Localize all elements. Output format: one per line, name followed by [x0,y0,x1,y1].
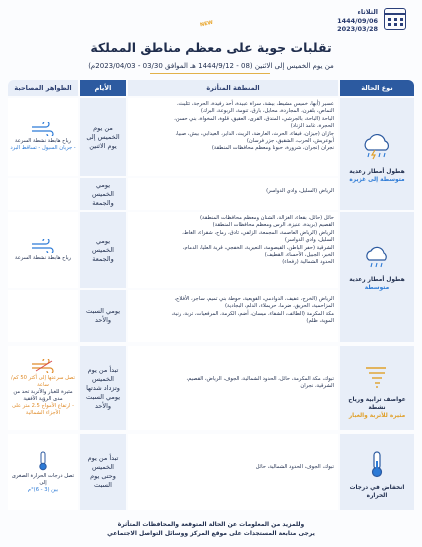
page-title: تقلبات جوية على معظم مناطق المملكة [90,40,332,55]
dust-wind-icon [30,359,56,373]
table-row [8,290,414,342]
dust-storm-icon [362,364,392,394]
region-line: جازان (جيزان، فيفاء، الحرث، العارضة، الريث، الداير، العيدابي، بيش، صبيا، [175,130,334,137]
day-name: الثلاثاء [357,8,378,16]
region-cell: تبوك، مكة المكرمة، حائل، الحدود الشمالية، الجوف، الرياض، القصيم، الشرقية، نجران [128,346,338,430]
rain-cloud-icon [362,246,392,274]
days-cell: يومي الخميس والجمعة [80,212,126,288]
hijri-date: 1444/09/06 [337,16,378,25]
phenomena-cell: تصل سرعتها إلى أكثر 50 كم/ساعة مثيرة للغبار والأتربة تحد من مدى الرؤية الأفقية - ارتفاع الأمواج 2.5 متر على الأجزاء الشمالية [8,346,78,430]
phenomena-cell [8,178,78,210]
region-line: الباحة (الباحة، بالجرشي، المندق، القرى، العقيق، قلوة، المخواة، بني حسن، [174,115,334,122]
days-cell: يومي الخميس والجمعة [80,178,126,210]
thunder-rain-icon [360,134,394,164]
region-cell: حائل (حائل، بقعاء، الغزالة، الشنان ومعظم محافظات المنطقة) القصيم (بريدة، عنيزة، الرس ومعظم محافظات المنطقة) الرياض (الرياض العاصمة، المجمعة، الزلفي، ثادق، رماح، شقراء، الغاط، السليل، وادي الدواسر) الشرقية (حفر الباطن، القيصومة، النعيرية، الخفجي، قرية العليا، الدمام، الخبر، الجبيل، الأحساء، القطيف) الحدود الشمالية (رفحاء) [128,212,338,288]
wind-icon [30,122,56,136]
phenomena-cell: تصل درجات الحرارة الصغرى إلى بين (3 - 6)°م [8,434,78,510]
footer-note: وللمزيد من المعلومات عن الحالة المتوقعة والمحافظات المتأثرة يرجى متابعة المستجدات على موقع المركز ووسائل التواصل الاجتماعي [107,521,315,537]
status-cell [340,346,414,430]
calendar-icon [384,8,406,30]
region-cell: الرياض (السليل، وادي الدواسر) [128,178,338,210]
days-cell: يومي السبت والأحد [80,290,126,342]
status-label: عواصف ترابية ورياح نشطة مثيرة للأتربة والغبار [348,397,406,419]
table-row [8,434,414,510]
table-row [8,346,414,430]
gregorian-date: 2023/03/28 [337,25,378,33]
days-cell: تبدأ من يوم الخميس وتزداد شدتها يومي السبت والأحد [80,346,126,430]
thermometer-icon [367,450,387,482]
date-block [337,8,378,34]
region-line: الحجرة، غامد الزناد) [290,123,334,130]
wind-icon [30,239,56,253]
subtitle-divider [150,73,270,74]
days-cell: تبدأ من يوم الخميس وحتى يوم السبت [80,434,126,510]
table-header [8,80,414,96]
days-cell: من يوم الخميس إلى يوم الاثنين [80,98,126,176]
col-status: نوع الحالة [340,80,414,96]
region-cell: تبوك، الجوف، الحدود الشمالية، حائل [128,434,338,510]
phenomena-cell: رياح هابطة نشطة السرعة [8,212,78,288]
status-cell [340,434,414,510]
page-subtitle: من يوم الخميس إلى الاثنين (08 - 1444/9/12 هـ الموافق 03/30 - 2023/04/03م) [88,62,334,70]
region-line: نجران (نجران، شرورة، حبونا ومعظم محافظات المنطقة) [211,145,334,152]
col-region: المنطقة المتأثرة [128,80,338,96]
new-tag: NEW [199,19,214,29]
region-line: أبوعريش، الحرب، الشقيق، جزر فرسان) [246,138,334,145]
region-line: النماص، بلقرن، المجاردة، محايل، بارق، تنومة، الربوعة، البرك) [200,108,334,115]
status-label: انخفاض في درجات الحرارة [349,485,405,499]
table-row [8,178,414,210]
region-line: عسير (أبها، خميس مشيط، بيشة، سراة عبيدة، أحد رفيدة، الحرجة، تثليث، [177,101,334,107]
phenomena-cell: رياح هابطة نشطة السرعة - جريان السيول - تساقط البرد [8,98,78,176]
status-label: هطول أمطار رعدية متوسطة إلى غزيرة [349,169,405,183]
status-label: هطول أمطار رعدية متوسطة [349,277,405,291]
region-cell [128,98,338,176]
region-cell: الرياض (الخرج، عفيف، الدوادمي، القويعية، حوطة بني تميم، ساجر، الأفلاج، المزاحمية، الحريق، ضرما، حريملاء، الدلم، البجادية) مكة المكرمة (الطائف، الشفاء، ميسان، أضم، الكرمة، المرفعيات، تربة، رنية، الموية، ظلم) [128,290,338,342]
phenomena-cell [8,290,78,342]
thermometer-small-icon [36,451,50,471]
col-phenomena: الظواهر المصاحبة [8,80,78,96]
col-days: الأيام [80,80,126,96]
